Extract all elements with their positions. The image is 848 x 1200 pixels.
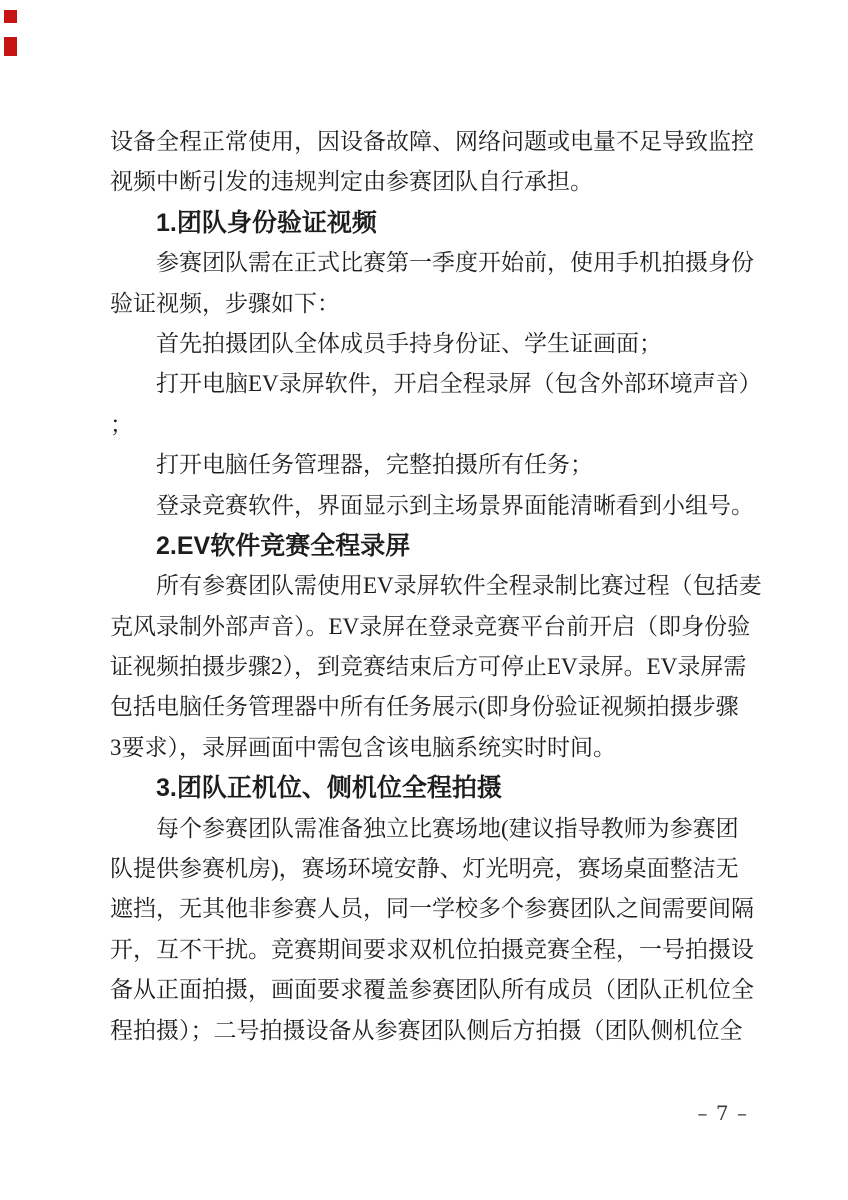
section-heading: 2.EV软件竞赛全程录屏 bbox=[156, 531, 411, 560]
text-line: 首先拍摄团队全体成员手持身份证、学生证画面； bbox=[156, 330, 662, 356]
text-line: 备从正面拍摄，画面要求覆盖参赛团队所有成员（团队正机位全 bbox=[110, 977, 754, 1003]
red-artifact-mark-top bbox=[4, 10, 17, 23]
section-heading: 1.团队身份验证视频 bbox=[156, 208, 377, 237]
text-line: 每个参赛团队需准备独立比赛场地(建议指导教师为参赛团 bbox=[156, 815, 739, 841]
text-line: ； bbox=[110, 411, 133, 437]
text-line: 证视频拍摄步骤2），到竞赛结束后方可停止EV录屏。EV录屏需 bbox=[110, 654, 747, 680]
text-line: 打开电脑EV录屏软件，开启全程录屏（包含外部环境声音） bbox=[156, 371, 762, 397]
document-body bbox=[110, 122, 790, 1051]
text-line: 队提供参赛机房)，赛场环境安静、灯光明亮，赛场桌面整洁无 bbox=[110, 856, 739, 882]
section-heading: 3.团队正机位、侧机位全程拍摄 bbox=[156, 774, 502, 803]
text-line: 所有参赛团队需使用EV录屏软件全程录制比赛过程（包括麦 bbox=[156, 573, 762, 599]
text-line: 遮挡，无其他非参赛人员，同一学校多个参赛团队之间需要间隔 bbox=[110, 896, 754, 922]
text-line: 参赛团队需在正式比赛第一季度开始前，使用手机拍摄身份 bbox=[156, 250, 754, 276]
text-line: 视频中断引发的违规判定由参赛团队自行承担。 bbox=[110, 169, 593, 195]
text-line: 3要求），录屏画面中需包含该电脑系统实时时间。 bbox=[110, 734, 616, 760]
text-line: 登录竞赛软件，界面显示到主场景界面能清晰看到小组号。 bbox=[156, 492, 754, 518]
text-line: 程拍摄）；二号拍摄设备从参赛团队侧后方拍摄（团队侧机位全 bbox=[110, 1017, 743, 1043]
page-number: – 7 – bbox=[697, 1101, 748, 1125]
text-line: 克风录制外部声音）。EV录屏在登录竞赛平台前开启（即身份验 bbox=[110, 613, 751, 639]
text-line: 验证视频，步骤如下： bbox=[110, 290, 340, 316]
text-line: 开，互不干扰。竞赛期间要求双机位拍摄竞赛全程，一号拍摄设 bbox=[110, 936, 754, 962]
red-artifact-mark-bottom bbox=[4, 37, 17, 56]
text-line: 设备全程正常使用，因设备故障、网络问题或电量不足导致监控 bbox=[110, 129, 754, 154]
text-line: 包括电脑任务管理器中所有任务展示(即身份验证视频拍摄步骤 bbox=[110, 694, 739, 720]
text-line: 打开电脑任务管理器，完整拍摄所有任务； bbox=[156, 452, 593, 478]
